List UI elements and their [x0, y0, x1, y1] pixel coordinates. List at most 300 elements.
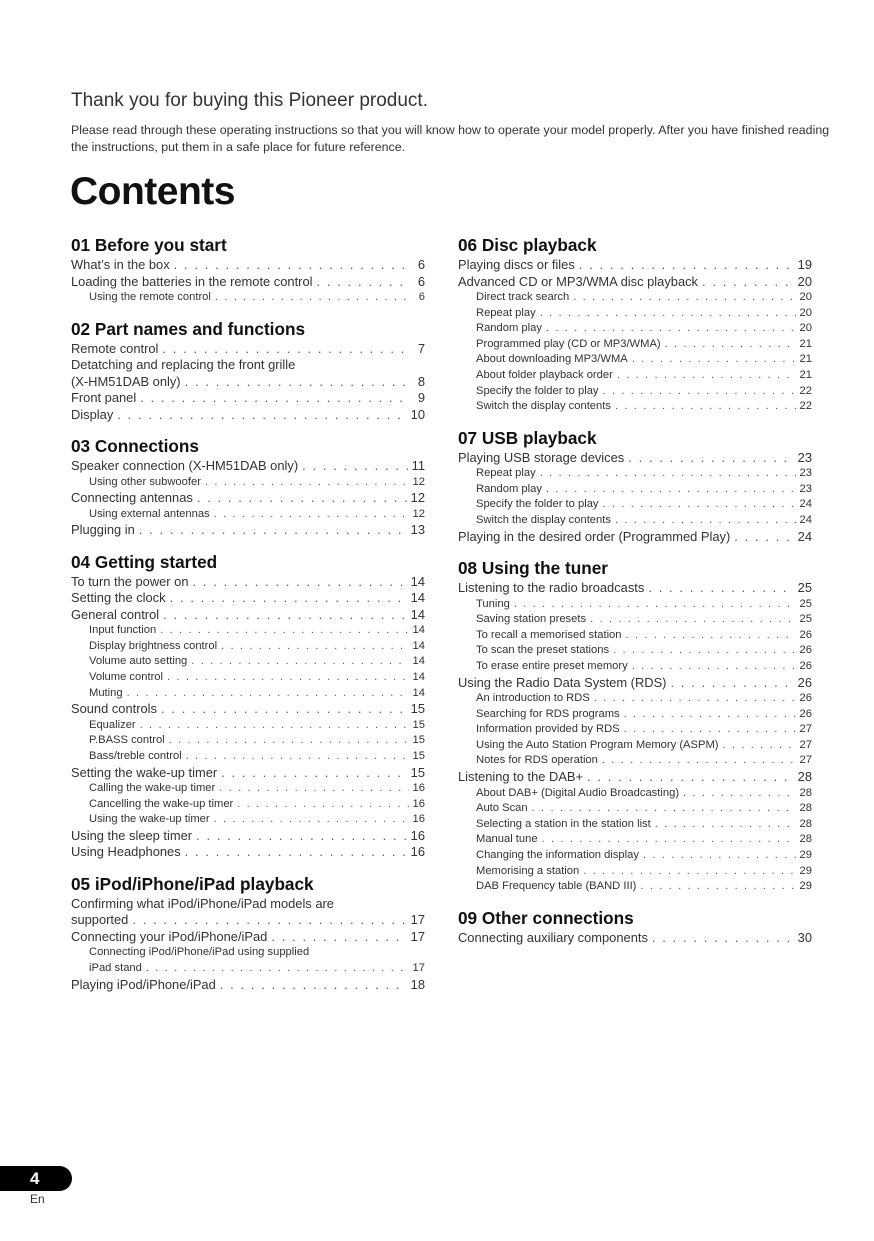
entry-page-number: 26 — [799, 707, 812, 720]
contents-title: Contents — [70, 170, 235, 213]
dot-leader — [579, 257, 794, 274]
dot-leader — [546, 482, 796, 498]
toc-entry[interactable] — [458, 675, 812, 692]
toc-subentry[interactable] — [458, 643, 812, 659]
entry-page-number: 22 — [799, 384, 812, 397]
entry-title: To erase entire preset memory — [476, 660, 628, 672]
toc-entry[interactable] — [458, 580, 812, 597]
toc-subentry[interactable] — [458, 801, 812, 817]
dot-leader — [532, 801, 796, 817]
entry-page-number: 28 — [799, 817, 812, 830]
entry-page-number: 19 — [797, 257, 812, 272]
dot-leader — [196, 828, 407, 845]
toc-section-09-other-connections — [458, 906, 812, 947]
toc-entry[interactable] — [458, 529, 812, 546]
entry-title: Random play — [476, 322, 542, 335]
dot-leader — [221, 765, 406, 782]
entry-title: Using the remote control — [89, 291, 211, 303]
dot-leader — [583, 864, 795, 880]
entry-page-number: 24 — [799, 498, 812, 511]
dot-leader — [546, 321, 796, 337]
entry-page-number: 6 — [418, 291, 425, 303]
entry-title: Speaker connection (X-HM51DAB only) — [71, 458, 299, 474]
entry-page-number: 16 — [412, 813, 425, 826]
entry-title: Using other subwoofer — [89, 475, 201, 488]
entry-page-number: 8 — [417, 373, 425, 389]
entry-title: Display brightness control — [89, 639, 218, 652]
toc-entry[interactable] — [71, 765, 425, 782]
dot-leader — [594, 691, 796, 707]
entry-title: Using Headphones — [71, 844, 181, 860]
toc-section-04-getting-started — [71, 550, 425, 861]
toc-subentry[interactable] — [71, 961, 425, 977]
toc-entry[interactable] — [71, 458, 425, 475]
entry-title: Volume auto setting — [89, 655, 188, 668]
toc-entry[interactable] — [71, 407, 425, 424]
toc-subentry[interactable] — [458, 659, 812, 675]
dot-leader — [624, 722, 796, 738]
entry-page-number: 9 — [417, 390, 425, 406]
toc-left-column — [71, 233, 425, 993]
entry-title: Random play — [476, 482, 542, 495]
entry-title: Plugging in — [71, 522, 135, 538]
entry-title: Equalizer — [89, 718, 136, 731]
toc-entry[interactable] — [71, 977, 425, 994]
entry-page-number: 20 — [799, 322, 812, 335]
dot-leader — [186, 749, 409, 765]
dot-leader — [191, 654, 408, 670]
entry-page-number: 27 — [799, 738, 812, 751]
entry-page-number: 21 — [799, 337, 812, 350]
toc-subentry[interactable] — [458, 848, 812, 864]
dot-leader — [602, 753, 796, 769]
entry-page-number: 29 — [799, 864, 812, 877]
dot-leader — [665, 337, 796, 353]
dot-leader — [271, 929, 406, 946]
entry-title: Switch the display contents — [476, 514, 611, 527]
entry-title: Playing discs or files — [458, 257, 575, 272]
toc-subentry[interactable] — [71, 654, 425, 670]
dot-leader — [643, 848, 796, 864]
toc-subentry[interactable] — [458, 628, 812, 644]
entry-title: Display — [71, 406, 114, 422]
entry-page-number: 24 — [797, 528, 812, 544]
entry-page-number: 26 — [799, 628, 812, 641]
toc-subentry[interactable] — [458, 817, 812, 833]
entry-page-number: 23 — [799, 467, 812, 480]
entry-title: Remote control — [71, 340, 159, 356]
dot-leader — [632, 352, 796, 368]
entry-title: Bass/treble control — [89, 749, 182, 762]
toc-section-07-usb-playback — [458, 426, 812, 545]
dot-leader — [220, 977, 407, 994]
entry-page-number: 18 — [410, 976, 425, 992]
section-title[interactable]: 05 iPod/iPhone/iPad playback — [71, 873, 314, 894]
toc-entry[interactable] — [458, 274, 812, 291]
toc-entry[interactable] — [71, 274, 425, 291]
section-title[interactable]: 09 Other connections — [458, 907, 634, 928]
intro-title: Thank you for buying this Pioneer product. — [71, 90, 428, 111]
entry-title: Programmed play (CD or MP3/WMA) — [476, 337, 661, 350]
toc-subentry[interactable] — [71, 781, 425, 797]
toc-entry[interactable] — [71, 929, 425, 946]
toc-subentry[interactable] — [71, 749, 425, 765]
dot-leader — [573, 290, 795, 306]
toc-entry[interactable] — [71, 522, 425, 539]
dot-leader — [214, 507, 409, 523]
toc-entry[interactable] — [458, 450, 812, 467]
dot-leader — [160, 623, 408, 639]
toc-subentry[interactable] — [458, 399, 812, 415]
dot-leader — [197, 490, 407, 507]
entry-title: Using the Auto Station Program Memory (ASPM) — [476, 738, 719, 751]
entry-title: Playing iPod/iPhone/iPad — [71, 976, 216, 992]
toc-subentry[interactable] — [458, 864, 812, 880]
toc-right-column — [458, 233, 812, 946]
entry-page-number: 23 — [799, 482, 812, 495]
entry-title: Connecting iPod/iPhone/iPad using supplied — [89, 946, 310, 959]
entry-title: Manual tune — [476, 833, 538, 846]
entry-title: Playing USB storage devices — [458, 449, 625, 465]
entry-title: Searching for RDS programs — [476, 707, 620, 720]
toc-subentry[interactable] — [71, 797, 425, 813]
toc-entry[interactable] — [458, 257, 812, 274]
toc-entry[interactable] — [71, 390, 425, 407]
toc-subentry[interactable] — [458, 497, 812, 513]
section-title[interactable]: 03 Connections — [71, 436, 199, 457]
section-title[interactable]: 06 Disc playback — [458, 235, 597, 255]
entry-title: Loading the batteries in the remote control — [71, 273, 313, 289]
entry-title: Advanced CD or MP3/WMA disc playback — [458, 273, 698, 289]
dot-leader — [140, 718, 409, 734]
entry-title: Front panel — [71, 390, 137, 406]
entry-title: Using the wake-up timer — [89, 813, 210, 826]
entry-page-number: 21 — [799, 368, 812, 381]
toc-entry[interactable] — [71, 590, 425, 607]
toc-subentry[interactable] — [71, 507, 425, 523]
toc-subentry[interactable] — [458, 707, 812, 723]
toc-entry[interactable] — [71, 607, 425, 624]
toc-subentry[interactable] — [71, 812, 425, 828]
toc-subentry[interactable] — [458, 753, 812, 769]
entry-page-number: 14 — [410, 606, 425, 622]
entry-title: Confirming what iPod/iPhone/iPad models are — [71, 895, 334, 911]
entry-page-number: 22 — [799, 400, 812, 413]
toc-subentry[interactable] — [458, 738, 812, 754]
entry-title: To recall a memorised station — [476, 628, 622, 641]
dot-leader — [161, 701, 407, 718]
entry-page-number: 17 — [410, 928, 425, 944]
dot-leader — [626, 628, 796, 644]
dot-leader — [723, 738, 796, 754]
entry-title: About DAB+ (Digital Audio Broadcasting) — [476, 786, 680, 799]
toc-subentry[interactable] — [458, 513, 812, 529]
dot-leader — [219, 781, 408, 797]
page-number-tab — [0, 1166, 72, 1191]
language-label: En — [30, 1192, 45, 1206]
toc-subentry[interactable] — [71, 733, 425, 749]
toc-entry[interactable] — [71, 374, 425, 391]
entry-page-number: 27 — [799, 754, 812, 767]
dot-leader — [628, 450, 793, 467]
dot-leader — [170, 590, 407, 607]
entry-title: Repeat play — [476, 467, 536, 480]
entry-page-number: 29 — [799, 880, 812, 893]
entry-page-number: 20 — [799, 306, 812, 319]
toc-subentry[interactable] — [458, 691, 812, 707]
entry-title: Playing in the desired order (Programmed Play) — [458, 528, 731, 544]
entry-title: Connecting antennas — [71, 490, 193, 506]
intro-text: Please read through these operating instructions so that you will know how to operate your model properly. After you have finished reading the instructions, put them in a safe place for future reference. — [71, 123, 830, 154]
dot-leader — [205, 475, 409, 491]
toc-subentry[interactable] — [458, 306, 812, 322]
toc-subentry[interactable] — [458, 612, 812, 628]
entry-title: Tuning — [476, 597, 510, 610]
toc-subentry[interactable] — [458, 466, 812, 482]
toc-entry[interactable] — [71, 828, 425, 845]
section-title[interactable]: 07 USB playback — [458, 427, 597, 448]
entry-title: An introduction to RDS — [476, 692, 590, 705]
entry-page-number: 16 — [412, 782, 425, 795]
toc-entry[interactable] — [458, 769, 812, 786]
toc-subentry[interactable] — [458, 321, 812, 337]
entry-title: iPad stand — [89, 961, 142, 974]
dot-leader — [670, 675, 793, 692]
entry-title: About folder playback order — [476, 368, 613, 381]
dot-leader — [221, 639, 408, 655]
dot-leader — [632, 659, 796, 675]
entry-title: Cancelling the wake-up timer — [89, 797, 234, 810]
entry-title: Listening to the radio broadcasts — [458, 580, 645, 596]
entry-page-number: 25 — [799, 613, 812, 626]
entry-title: Listening to the DAB+ — [458, 769, 584, 785]
toc-subentry[interactable] — [458, 832, 812, 848]
entry-page-number: 26 — [799, 660, 812, 672]
entry-page-number: 28 — [799, 786, 812, 799]
entry-title: Input function — [89, 624, 157, 637]
entry-page-number: 30 — [797, 929, 812, 945]
toc-subentry[interactable] — [458, 368, 812, 384]
dot-leader — [237, 797, 408, 813]
dot-leader — [590, 612, 795, 628]
entry-title: Information provided by RDS — [476, 723, 620, 736]
entry-title: Auto Scan — [476, 802, 528, 815]
entry-title: Memorising a station — [476, 864, 580, 877]
dot-leader — [162, 341, 409, 358]
page-number: 4 — [30, 1169, 40, 1188]
toc-subentry[interactable] — [458, 879, 812, 895]
entry-title: Using external antennas — [89, 507, 210, 520]
dot-leader — [734, 529, 793, 546]
toc-section-02-part-names-and-functions — [71, 317, 425, 424]
entry-page-number: 20 — [799, 291, 812, 303]
toc-subentry[interactable] — [71, 718, 425, 734]
entry-page-number: 29 — [799, 848, 812, 861]
entry-page-number: 14 — [412, 624, 425, 637]
toc-subentry[interactable] — [71, 639, 425, 655]
toc-entry[interactable] — [71, 701, 425, 718]
dot-leader — [540, 306, 796, 322]
section-title[interactable]: 08 Using the tuner — [458, 558, 608, 579]
entry-page-number: 17 — [410, 912, 425, 928]
dot-leader — [655, 817, 796, 833]
dot-leader — [167, 670, 409, 686]
entry-page-number: 16 — [410, 827, 425, 843]
entry-page-number: 15 — [410, 701, 425, 717]
entry-page-number: 21 — [799, 353, 812, 366]
toc-section-08-using-the-tuner — [458, 556, 812, 895]
dot-leader — [648, 580, 793, 597]
toc-subentry[interactable] — [458, 384, 812, 400]
toc-entry[interactable] — [71, 341, 425, 358]
dot-leader — [193, 574, 407, 591]
entry-page-number: 25 — [797, 580, 812, 596]
section-title[interactable]: 02 Part names and functions — [71, 318, 306, 339]
entry-title: P.BASS control — [89, 734, 165, 747]
toc-subentry[interactable] — [71, 670, 425, 686]
entry-title: Using the Radio Data System (RDS) — [458, 674, 667, 690]
toc-subentry[interactable] — [71, 623, 425, 639]
entry-page-number: 26 — [797, 674, 812, 690]
toc-subentry[interactable] — [458, 482, 812, 498]
dot-leader — [603, 497, 796, 513]
toc-subentry[interactable] — [458, 337, 812, 353]
toc-subentry[interactable] — [458, 597, 812, 613]
entry-title: Muting — [89, 686, 123, 699]
entry-title: What’s in the box — [71, 257, 170, 272]
entry-page-number: 11 — [411, 458, 425, 474]
section-title[interactable]: 01 Before you start — [71, 235, 227, 255]
dot-leader — [132, 912, 406, 929]
dot-leader — [683, 786, 796, 802]
entry-title: Selecting a station in the station list — [476, 817, 651, 830]
dot-leader — [139, 522, 407, 539]
dot-leader — [140, 390, 409, 407]
entry-title: Calling the wake-up timer — [89, 782, 216, 795]
entry-page-number: 6 — [417, 257, 425, 272]
entry-title: Switch the display contents — [476, 400, 611, 413]
dot-leader — [146, 961, 409, 977]
entry-page-number: 27 — [799, 723, 812, 736]
entry-title: To scan the preset stations — [476, 644, 610, 657]
dot-leader — [302, 458, 407, 475]
entry-title: Changing the information display — [476, 848, 639, 861]
toc-section-06-disc-playback — [458, 233, 812, 415]
toc-subentry[interactable] — [71, 686, 425, 702]
toc-entry[interactable] — [71, 490, 425, 507]
dot-leader — [702, 274, 794, 291]
entry-page-number: 14 — [412, 639, 425, 652]
entry-title: supported — [71, 912, 129, 928]
entry-title: Setting the clock — [71, 590, 166, 606]
entry-page-number: 12 — [410, 490, 425, 506]
dot-leader — [169, 733, 409, 749]
entry-page-number: 13 — [410, 522, 425, 538]
entry-page-number: 26 — [799, 692, 812, 705]
entry-page-number: 14 — [410, 590, 425, 606]
entry-page-number: 26 — [799, 644, 812, 657]
entry-page-number: 15 — [412, 734, 425, 747]
entry-title: Specify the folder to play — [476, 384, 599, 397]
toc-section-05-ipod-iphone-ipad-playback — [71, 872, 425, 993]
entry-page-number: 7 — [417, 340, 425, 356]
toc-section-01-before-you-start — [71, 233, 425, 306]
entry-title: Repeat play — [476, 306, 536, 319]
entry-page-number: 14 — [412, 655, 425, 668]
entry-title: Specify the folder to play — [476, 498, 599, 511]
entry-title: Sound controls — [71, 701, 157, 717]
toc-entry[interactable] — [71, 257, 425, 274]
entry-page-number: 23 — [797, 449, 812, 465]
dot-leader — [117, 407, 406, 424]
entry-page-number: 10 — [410, 406, 425, 422]
toc-subentry[interactable] — [71, 290, 425, 306]
dot-leader — [514, 597, 796, 613]
entry-page-number: 20 — [797, 273, 812, 289]
entry-page-number: 24 — [799, 514, 812, 527]
entry-page-number: 12 — [412, 475, 425, 488]
entry-page-number: 17 — [412, 961, 425, 974]
entry-title: (X-HM51DAB only) — [71, 373, 181, 389]
dot-leader — [317, 274, 410, 291]
entry-page-number: 14 — [410, 573, 425, 589]
toc-subentry[interactable] — [458, 290, 812, 306]
toc-subentry[interactable] — [458, 352, 812, 368]
entry-page-number: 28 — [797, 769, 812, 785]
entry-page-number: 15 — [410, 764, 425, 780]
entry-title: Connecting your iPod/iPhone/iPad — [71, 928, 268, 944]
entry-page-number: 25 — [799, 597, 812, 610]
entry-page-number: 15 — [412, 749, 425, 762]
dot-leader — [624, 707, 796, 723]
entry-title: To turn the power on — [71, 573, 189, 589]
entry-title: Using the sleep timer — [71, 827, 193, 843]
entry-page-number: 12 — [412, 507, 425, 520]
dot-leader — [163, 607, 407, 624]
toc-entry[interactable] — [71, 574, 425, 591]
entry-title: Detatching and replacing the front grille — [71, 357, 296, 373]
toc-entry[interactable] — [71, 912, 425, 929]
toc-entry[interactable] — [71, 844, 425, 861]
entry-page-number: 16 — [410, 844, 425, 860]
entry-page-number: 28 — [799, 833, 812, 846]
entry-title: Direct track search — [476, 291, 570, 303]
dot-leader — [603, 384, 796, 400]
dot-leader — [174, 257, 409, 274]
entry-page-number: 6 — [417, 273, 425, 289]
toc-subentry[interactable] — [71, 475, 425, 491]
section-title[interactable]: 04 Getting started — [71, 551, 218, 572]
toc-entry[interactable] — [71, 896, 425, 913]
toc-entry[interactable] — [458, 930, 812, 947]
dot-leader — [615, 399, 796, 415]
entry-page-number: 15 — [412, 718, 425, 731]
entry-page-number: 16 — [412, 797, 425, 810]
dot-leader — [587, 769, 794, 786]
toc-entry[interactable] — [71, 357, 425, 374]
dot-leader — [652, 930, 794, 947]
entry-title: Connecting auxiliary components — [458, 929, 648, 945]
toc-subentry[interactable] — [458, 786, 812, 802]
entry-title: About downloading MP3/WMA — [476, 353, 628, 366]
dot-leader — [615, 513, 796, 529]
toc-subentry[interactable] — [458, 722, 812, 738]
toc-subentry[interactable] — [71, 945, 425, 961]
entry-title: Setting the wake-up timer — [71, 764, 218, 780]
dot-leader — [215, 290, 409, 306]
toc-section-03-connections — [71, 434, 425, 539]
entry-page-number: 14 — [412, 686, 425, 699]
